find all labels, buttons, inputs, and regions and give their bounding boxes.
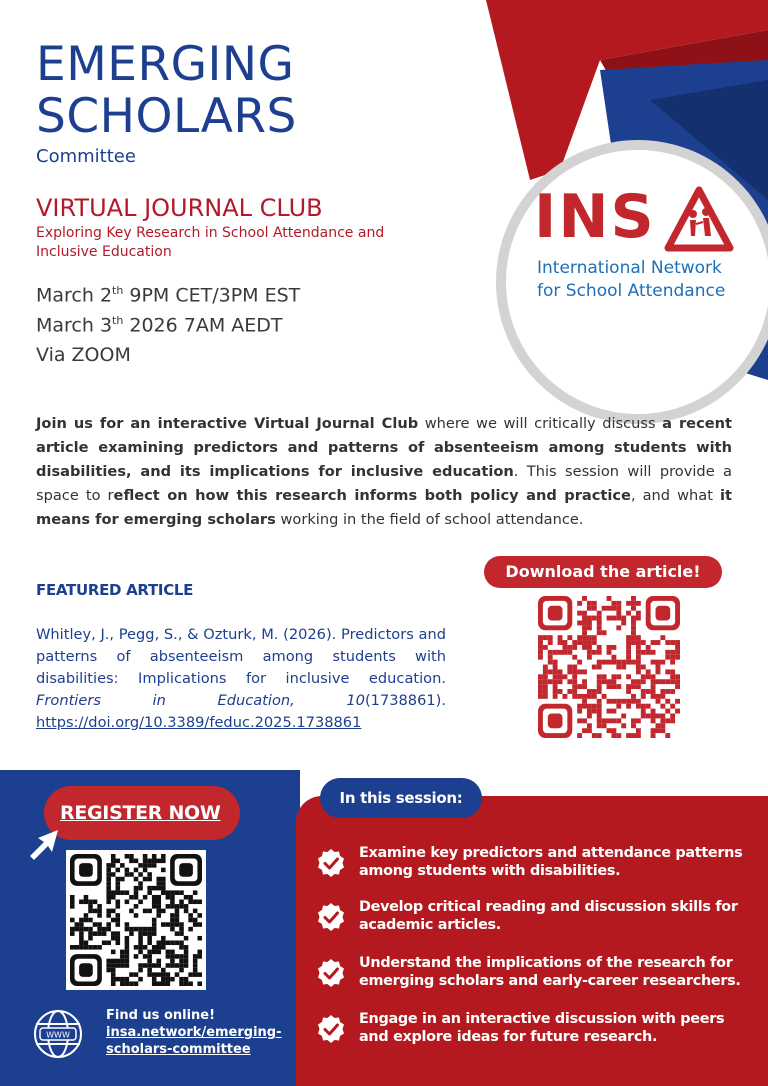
- qr-code-icon[interactable]: [70, 854, 202, 986]
- qr-code-icon[interactable]: [538, 596, 680, 738]
- logo-wordmark: INS: [534, 182, 656, 252]
- find-us-label: Find us online!: [106, 1008, 216, 1023]
- title-line-2: SCHOLARS: [36, 89, 297, 144]
- logo-line-1: International Network: [537, 258, 722, 278]
- event-subtitle: Exploring Key Research in School Attendance and Inclusive Education: [36, 225, 385, 260]
- cursor-arrow-icon: [26, 828, 60, 862]
- check-badge-icon: [316, 902, 346, 932]
- article-citation: Whitley, J., Pegg, S., & Ozturk, M. (2026). Predictors and patterns of absenteeism among students with disabilities: Implications for inclusive education. Frontiers in Education, 10(1738861). https://doi.org/10.3389/feduc.2025.1738861: [36, 626, 446, 731]
- intro-paragraph: Join us for an interactive Virtual Journal Club where we will critically discuss a recent article examining predictors and patterns of absenteeism among students with disabilities, and its implications for inclusive education. This session will provide a space to reflect on how this research informs both policy and practice, and what it means for emerging scholars working in the field of school attendance.: [36, 415, 732, 528]
- register-label[interactable]: REGISTER NOW: [60, 802, 221, 824]
- svg-text:WWW: WWW: [46, 1030, 70, 1040]
- check-badge-icon: [316, 848, 346, 878]
- event-title: VIRTUAL JOURNAL CLUB: [36, 194, 323, 222]
- flyer-page: EMERGING SCHOLARS Committee VIRTUAL JOURNAL CLUB Exploring Key Research in School Attendance and Inclusive Education March 2th 9PM CET/3PM EST March 3th 2026 7AM AEDT Via ZOOM INS International Network for School Attendance Join us for an interactive Virtual Journal Club where we will critically discuss a recent article examining predictors and patterns of absenteeism among students with disabilities, and its implications for inclusive education. This session will provide a space to reflect on how this research informs both policy and practice, and what it means for emerging scholars working in the field of school attendance. FEATURED ARTICLE Whitley, J., Pegg, S., & Ozturk, M. (2026). Predictors and patterns of absenteeism among students with disabilities: Implications for inclusive education. Frontiers in Education, 10(1738861). https://doi.org/10.3389/feduc.2025.1738861 Download the article! REGISTER NOW WWW Find us online! insa.network/emerging- scholars-committee In this session: Examine key predictors and attendance patterns among students with disabilities. Develop critical reading and discussion skills for academic articles. Understand the implications of the research for emerging scholars and early-career researchers. Engage in an interactive discussion with peers and explore ideas for future research.: [0, 0, 768, 1086]
- in-this-session-label: In this session:: [320, 778, 482, 818]
- title-line-1: EMERGING: [36, 37, 295, 92]
- featured-article-heading: FEATURED ARTICLE: [36, 581, 194, 599]
- check-badge-icon: [316, 958, 346, 988]
- check-badge-icon: [316, 1014, 346, 1044]
- committee-subtitle: Committee: [36, 146, 136, 167]
- warning-triangle-children-icon: [664, 186, 734, 252]
- venue-line: Via ZOOM: [36, 344, 131, 366]
- globe-www-icon: [32, 1008, 84, 1060]
- doi-link[interactable]: https://doi.org/10.3389/feduc.2025.1738861: [36, 714, 362, 731]
- date-line-1: March 2th 9PM CET/3PM EST: [36, 284, 301, 307]
- website-link-line-1[interactable]: insa.network/emerging-: [106, 1025, 282, 1040]
- date-line-2: March 3th 2026 7AM AEDT: [36, 314, 283, 337]
- download-article-button[interactable]: Download the article!: [484, 556, 722, 588]
- logo-line-2: for School Attendance: [537, 281, 726, 301]
- website-link-line-2[interactable]: scholars-committee: [106, 1042, 251, 1057]
